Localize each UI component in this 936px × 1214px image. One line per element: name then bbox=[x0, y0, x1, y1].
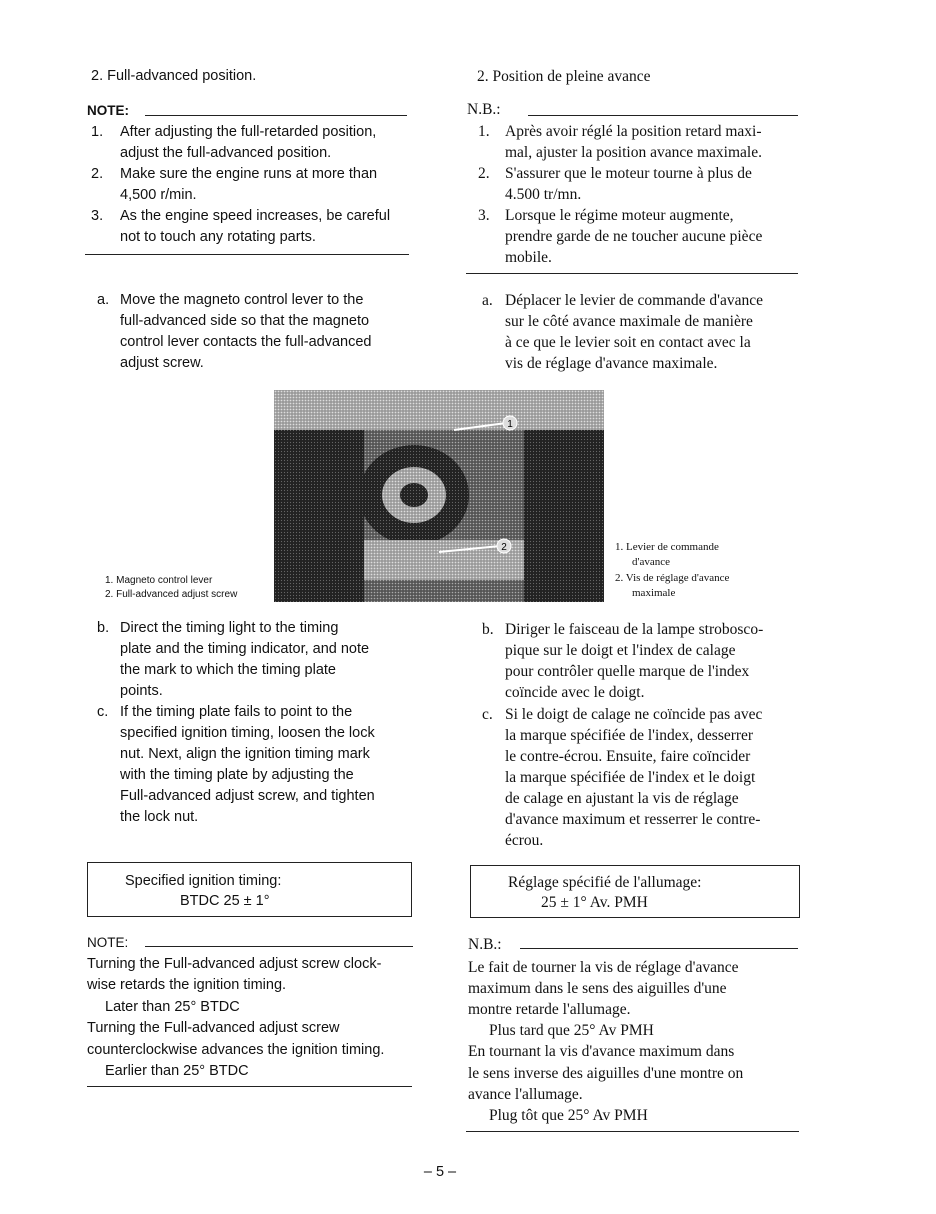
step-text: le contre-écrou. Ensuite, faire coïncider bbox=[505, 748, 751, 765]
step-text: plate and the timing indicator, and note bbox=[120, 641, 370, 657]
note-text: montre retarde l'allumage. bbox=[468, 1001, 631, 1018]
step-text: Si le doigt de calage ne coïncide pas avec bbox=[505, 706, 763, 723]
photo-caption: 2. Full-advanced adjust screw bbox=[105, 589, 238, 600]
note-item-text: not to touch any rotating parts. bbox=[120, 229, 316, 245]
spec-box-value: BTDC 25 ± 1° bbox=[180, 893, 270, 909]
note-text: Le fait de tourner la vis de réglage d'avance bbox=[468, 959, 739, 976]
step-text: pour contrôler quelle marque de l'index bbox=[505, 663, 750, 680]
step-text: the lock nut. bbox=[120, 809, 199, 825]
step-text: points. bbox=[120, 683, 163, 699]
step-text: Move the magneto control lever to the bbox=[120, 292, 364, 308]
note-item-text: 4,500 r/min. bbox=[120, 187, 197, 203]
photo-label-2: 2 bbox=[501, 542, 507, 553]
note-heading-rule bbox=[520, 948, 798, 949]
note-text: Turning the Full-advanced adjust screw bbox=[87, 1020, 340, 1036]
note-item-text: 4.500 tr/mn. bbox=[505, 186, 582, 203]
step-text: coïncide avec le doigt. bbox=[505, 684, 645, 701]
note-item-text: Lorsque le régime moteur augmente, bbox=[505, 207, 734, 224]
note-heading: N.B.: bbox=[467, 101, 501, 118]
step-text: écrou. bbox=[505, 832, 544, 849]
note-text: En tournant la vis d'avance maximum dans bbox=[468, 1043, 735, 1060]
note-item-number: 1. bbox=[478, 123, 490, 140]
step-text: Direct the timing light to the timing bbox=[120, 620, 339, 636]
note-item-text: As the engine speed increases, be careful bbox=[120, 208, 391, 224]
note-item-text: S'assurer que le moteur tourne à plus de bbox=[505, 165, 752, 182]
step-text: Diriger le faisceau de la lampe strobosco- bbox=[505, 621, 764, 638]
note-heading: N.B.: bbox=[468, 936, 502, 953]
note-item-text: Après avoir réglé la position retard maxi- bbox=[505, 123, 762, 140]
note-end-rule bbox=[87, 1086, 412, 1087]
photo-caption: 2. Vis de réglage d'avance bbox=[615, 572, 730, 584]
photo-caption: d'avance bbox=[632, 556, 671, 568]
section-title-full-advanced: 2. Full-advanced position. bbox=[91, 68, 257, 84]
step-text: with the timing plate by adjusting the bbox=[120, 767, 354, 783]
step-text: Déplacer le levier de commande d'avance bbox=[505, 292, 763, 309]
magneto-photo bbox=[274, 390, 604, 602]
note-text: Turning the Full-advanced adjust screw clock- bbox=[87, 956, 382, 972]
note-heading-rule bbox=[528, 115, 798, 116]
step-text: sur le côté avance maximale de manière bbox=[505, 313, 753, 330]
note-text: avance l'allumage. bbox=[468, 1086, 583, 1103]
step-text: specified ignition timing, loosen the lock bbox=[120, 725, 375, 741]
step-letter: b. bbox=[482, 621, 494, 638]
photo-caption: 1. Magneto control lever bbox=[105, 575, 213, 586]
note-item-text: Make sure the engine runs at more than bbox=[120, 166, 378, 182]
step-letter: a. bbox=[482, 292, 493, 309]
note-item-number: 3. bbox=[478, 207, 490, 224]
step-letter: c. bbox=[482, 706, 493, 723]
photo-label-1: 1 bbox=[507, 419, 513, 430]
step-letter: c. bbox=[97, 704, 109, 720]
step-text: d'avance maximum et resserrer le contre- bbox=[505, 811, 761, 828]
note-text: maximum dans le sens des aiguilles d'une bbox=[468, 980, 727, 997]
note-item-text: adjust the full-advanced position. bbox=[120, 145, 332, 161]
note-end-rule bbox=[466, 1131, 799, 1132]
step-text: pique sur le doigt et l'index de calage bbox=[505, 642, 736, 659]
note-item-number: 2. bbox=[91, 166, 104, 182]
note-text: Earlier than 25° BTDC bbox=[105, 1063, 249, 1079]
note-heading-rule bbox=[145, 946, 413, 947]
photo-caption: maximale bbox=[632, 587, 676, 599]
note-text: Later than 25° BTDC bbox=[105, 999, 240, 1015]
note-text: Plus tard que 25° Av PMH bbox=[489, 1022, 654, 1039]
step-text: control lever contacts the full-advanced bbox=[120, 334, 372, 350]
page-number: – 5 – bbox=[423, 1164, 457, 1180]
step-letter: a. bbox=[97, 292, 110, 308]
note-end-rule bbox=[85, 254, 409, 255]
spec-box-label: Réglage spécifié de l'allumage: bbox=[508, 874, 702, 891]
note-item-number: 1. bbox=[91, 124, 104, 140]
step-text: de calage en ajustant la vis de réglage bbox=[505, 790, 739, 807]
step-text: the mark to which the timing plate bbox=[120, 662, 336, 678]
note-item-number: 2. bbox=[478, 165, 490, 182]
spec-box-value: 25 ± 1° Av. PMH bbox=[541, 894, 648, 911]
note-text: counterclockwise advances the ignition timing. bbox=[87, 1042, 385, 1058]
note-text: le sens inverse des aiguilles d'une montre on bbox=[468, 1065, 744, 1082]
step-text: full-advanced side so that the magneto bbox=[120, 313, 370, 329]
note-heading: NOTE: bbox=[87, 103, 129, 118]
note-item-text: mal, ajuster la position avance maximale. bbox=[505, 144, 762, 161]
note-item-text: prendre garde de ne toucher aucune pièce bbox=[505, 228, 763, 245]
photo-caption: 1. Levier de commande bbox=[615, 541, 719, 553]
note-end-rule bbox=[466, 273, 798, 274]
step-text: If the timing plate fails to point to the bbox=[120, 704, 353, 720]
step-text: Full-advanced adjust screw, and tighten bbox=[120, 788, 375, 804]
section-title-full-advanced-fr: 2. Position de pleine avance bbox=[477, 68, 651, 85]
step-text: à ce que le levier soit en contact avec la bbox=[505, 334, 751, 351]
step-text: vis de réglage d'avance maximale. bbox=[505, 355, 718, 372]
spec-box-label: Specified ignition timing: bbox=[125, 873, 282, 889]
note-heading: NOTE: bbox=[87, 935, 129, 950]
note-item-number: 3. bbox=[91, 208, 104, 224]
step-text: nut. Next, align the ignition timing mark bbox=[120, 746, 370, 762]
note-item-text: After adjusting the full-retarded position, bbox=[120, 124, 377, 140]
step-text: la marque spécifiée de l'index, desserrer bbox=[505, 727, 754, 744]
note-text: Plug tôt que 25° Av PMH bbox=[489, 1107, 648, 1124]
note-text: wise retards the ignition timing. bbox=[87, 977, 287, 993]
note-heading-rule bbox=[145, 115, 407, 116]
note-item-text: mobile. bbox=[505, 249, 552, 266]
step-text: la marque spécifiée de l'index et le doigt bbox=[505, 769, 756, 786]
step-letter: b. bbox=[97, 620, 110, 636]
step-text: adjust screw. bbox=[120, 355, 204, 371]
